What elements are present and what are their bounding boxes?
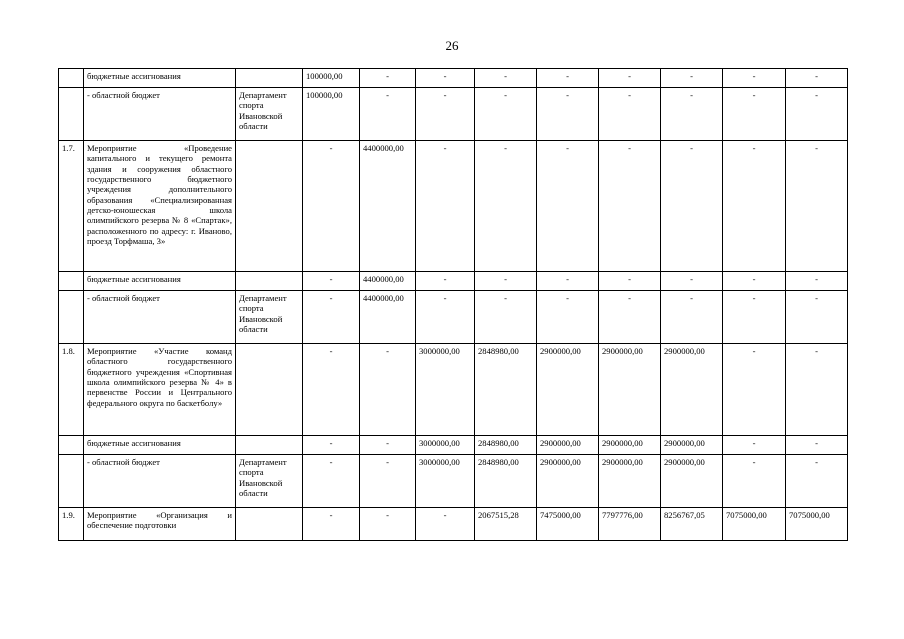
- value-cell: -: [360, 455, 416, 508]
- row-department: [236, 272, 303, 291]
- value-cell: 2848980,00: [475, 344, 537, 436]
- value-cell: -: [360, 508, 416, 541]
- value-cell: -: [360, 344, 416, 436]
- page-number: 26: [445, 38, 459, 53]
- value-cell: -: [475, 141, 537, 272]
- value-cell: 2900000,00: [661, 436, 723, 455]
- value-cell: 4400000,00: [360, 141, 416, 272]
- table-row: [59, 455, 848, 508]
- row-index: 1.8.: [59, 344, 84, 436]
- value-cell: 2848980,00: [475, 436, 537, 455]
- row-department: [236, 69, 303, 88]
- table-row: [59, 88, 848, 141]
- row-description: Мероприятие «Организация и обеспечение подготовки: [84, 508, 236, 541]
- value-cell: -: [416, 88, 475, 141]
- value-cell: -: [786, 344, 848, 436]
- row-index: [59, 69, 84, 88]
- value-cell: -: [723, 344, 786, 436]
- row-department: Департамент спорта Ивановской области: [236, 88, 303, 141]
- value-cell: 100000,00: [303, 69, 360, 88]
- value-cell: -: [599, 272, 661, 291]
- value-cell: -: [475, 291, 537, 344]
- value-cell: -: [537, 88, 599, 141]
- value-cell: -: [723, 291, 786, 344]
- table-row: [59, 291, 848, 344]
- value-cell: 3000000,00: [416, 455, 475, 508]
- value-cell: 2900000,00: [537, 344, 599, 436]
- value-cell: -: [303, 436, 360, 455]
- value-cell: 4400000,00: [360, 291, 416, 344]
- value-cell: 3000000,00: [416, 344, 475, 436]
- row-department: [236, 344, 303, 436]
- value-cell: -: [723, 141, 786, 272]
- value-cell: 2900000,00: [661, 455, 723, 508]
- value-cell: -: [723, 455, 786, 508]
- value-cell: 7797776,00: [599, 508, 661, 541]
- value-cell: -: [661, 69, 723, 88]
- value-cell: -: [723, 69, 786, 88]
- table-row: [59, 272, 848, 291]
- row-description: бюджетные ассигнования: [84, 69, 236, 88]
- row-index: [59, 455, 84, 508]
- value-cell: 7075000,00: [723, 508, 786, 541]
- value-cell: -: [661, 272, 723, 291]
- value-cell: 3000000,00: [416, 436, 475, 455]
- value-cell: -: [537, 291, 599, 344]
- table-row: [59, 69, 848, 88]
- value-cell: -: [599, 141, 661, 272]
- value-cell: -: [537, 69, 599, 88]
- row-description: бюджетные ассигнования: [84, 436, 236, 455]
- value-cell: -: [416, 291, 475, 344]
- value-cell: -: [537, 272, 599, 291]
- value-cell: 2067515,28: [475, 508, 537, 541]
- value-cell: -: [303, 508, 360, 541]
- value-cell: -: [599, 69, 661, 88]
- value-cell: 2848980,00: [475, 455, 537, 508]
- value-cell: 100000,00: [303, 88, 360, 141]
- value-cell: 7075000,00: [786, 508, 848, 541]
- row-description: - областной бюджет: [84, 455, 236, 508]
- row-department: [236, 508, 303, 541]
- value-cell: 2900000,00: [661, 344, 723, 436]
- value-cell: -: [360, 436, 416, 455]
- value-cell: 2900000,00: [599, 344, 661, 436]
- value-cell: -: [661, 141, 723, 272]
- row-index: [59, 291, 84, 344]
- row-department: [236, 141, 303, 272]
- row-index: [59, 272, 84, 291]
- value-cell: -: [786, 291, 848, 344]
- value-cell: 2900000,00: [537, 455, 599, 508]
- value-cell: -: [303, 344, 360, 436]
- table-row: [59, 508, 848, 541]
- value-cell: 2900000,00: [599, 455, 661, 508]
- value-cell: -: [475, 272, 537, 291]
- row-department: Департамент спорта Ивановской области: [236, 455, 303, 508]
- value-cell: -: [475, 88, 537, 141]
- value-cell: -: [360, 88, 416, 141]
- value-cell: -: [599, 291, 661, 344]
- value-cell: -: [786, 272, 848, 291]
- value-cell: 4400000,00: [360, 272, 416, 291]
- value-cell: -: [786, 69, 848, 88]
- row-index: [59, 436, 84, 455]
- value-cell: -: [303, 291, 360, 344]
- budget-table: [58, 68, 848, 541]
- row-description: Мероприятие «Участие команд областного государственного бюджетного учреждения «Спортивная школа олимпийского резерва № 4» в первенстве России и Центрального федерального округа по баскетболу»: [84, 344, 236, 436]
- row-description: бюджетные ассигнования: [84, 272, 236, 291]
- value-cell: -: [661, 88, 723, 141]
- value-cell: -: [661, 291, 723, 344]
- row-index: 1.7.: [59, 141, 84, 272]
- value-cell: -: [303, 141, 360, 272]
- row-description: - областной бюджет: [84, 291, 236, 344]
- value-cell: -: [786, 455, 848, 508]
- value-cell: -: [416, 69, 475, 88]
- value-cell: -: [599, 88, 661, 141]
- row-department: Департамент спорта Ивановской области: [236, 291, 303, 344]
- value-cell: 8256767,05: [661, 508, 723, 541]
- row-department: [236, 436, 303, 455]
- table-row: [59, 344, 848, 436]
- value-cell: -: [786, 436, 848, 455]
- value-cell: -: [786, 88, 848, 141]
- value-cell: -: [723, 88, 786, 141]
- table-body: [59, 69, 848, 541]
- row-description: Мероприятие «Проведение капитального и текущего ремонта здания и сооружения областного государственного бюджетного учреждения дополнительного образования «Специализированная детско-юношеская школа олимпийского резерва № 8 «Спартак», расположенного по адресу: г. Иваново, проезд Торфмаша, 3»: [84, 141, 236, 272]
- row-description: - областной бюджет: [84, 88, 236, 141]
- value-cell: 7475000,00: [537, 508, 599, 541]
- value-cell: -: [303, 272, 360, 291]
- value-cell: -: [360, 69, 416, 88]
- value-cell: -: [303, 455, 360, 508]
- value-cell: -: [416, 141, 475, 272]
- value-cell: -: [416, 272, 475, 291]
- row-index: 1.9.: [59, 508, 84, 541]
- table-row: [59, 141, 848, 272]
- value-cell: -: [475, 69, 537, 88]
- value-cell: -: [786, 141, 848, 272]
- table-row: [59, 436, 848, 455]
- value-cell: -: [723, 436, 786, 455]
- value-cell: 2900000,00: [599, 436, 661, 455]
- value-cell: -: [416, 508, 475, 541]
- value-cell: -: [723, 272, 786, 291]
- value-cell: 2900000,00: [537, 436, 599, 455]
- row-index: [59, 88, 84, 141]
- value-cell: -: [537, 141, 599, 272]
